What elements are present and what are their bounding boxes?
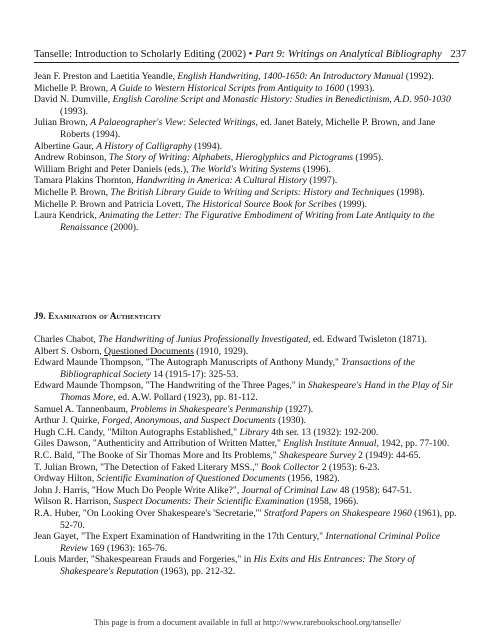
bibliography-entry [34, 117, 459, 140]
entry-author: Edward Maunde Thompson, "The Handwriting of the Three Pages," in [34, 380, 308, 392]
entry-details: (1993). [344, 82, 375, 94]
entry-details: (1999). [336, 198, 367, 210]
entry-author: Louis Marder, "Shakespearean Frauds and Forgeries," in [34, 554, 254, 566]
bibliography-entry [34, 415, 459, 427]
entry-author: John J. Harris, "How Much Do People Write Alike?", [34, 484, 242, 496]
header-bullet: • [248, 49, 253, 60]
entry-details: , ed. A.W. Pollard (1923), pp. 81-112. [113, 391, 258, 403]
bibliography-entry [34, 175, 459, 187]
entry-author: Jean F. Preston and Laetitia Yeandle, [34, 71, 178, 82]
entry-title: Suspect Documents: Their Scientific Examination [113, 496, 305, 508]
entry-details: (1992). [403, 71, 434, 82]
entry-author: Giles Dawson, "Authenticity and Attribution of Written Matter," [34, 438, 284, 450]
entry-title: Shakespeare Survey [279, 449, 356, 461]
entry-author: Hugh C.H. Candy, "Milton Autographs Established," [34, 426, 240, 438]
entry-author: David N. Dumville, [34, 94, 113, 106]
bibliography-entry [34, 531, 459, 554]
entry-details: (1996). [300, 163, 331, 175]
entry-details: 169 (1963): 165-76. [87, 542, 168, 554]
entry-details: , ed. Janet Bately, Michelle P. Brown, and Jane Roberts (1994). [60, 117, 436, 140]
entry-author: Michelle P. Brown, [34, 186, 111, 198]
entry-details: (1963), pp. 212-32. [158, 565, 236, 577]
header-part-title: Part 9: Writings on Analytical Bibliography [255, 49, 442, 60]
entry-title: Animating the Letter: The Figurative Embodiment of Writing from Late Antiquity to the Renaissance [60, 210, 435, 233]
entry-details: (1927). [282, 403, 314, 415]
entry-title: The British Library Guide to Writing and Scripts: History and Techniques [110, 186, 395, 198]
entry-details: (1930). [275, 415, 307, 427]
entry-author: Albert S. Osborn, [34, 345, 105, 357]
entry-title: Scientific Examination of Questioned Documents [96, 473, 286, 485]
entry-title: A Palaeographer's View: Selected Writings [90, 117, 256, 129]
bibliography-list-calligraphy [34, 71, 459, 233]
entry-details: (1956, 1982). [285, 473, 340, 485]
bibliography-entry [34, 71, 459, 83]
entry-author: R.A. Huber, "On Looking Over Shakespeare's 'Secretarie,'" [34, 507, 264, 519]
entry-title: English Handwriting, 1400-1650: An Introductory Manual [177, 71, 404, 82]
entry-author: Andrew Robinson, [34, 152, 109, 164]
entry-title: Stratford Papers on Shakespeare 1960 [263, 507, 412, 519]
bibliography-entry [34, 334, 459, 346]
header-rule [34, 62, 459, 63]
entry-details: 4th ser. 13 (1932): 192-200. [268, 426, 379, 438]
entry-details: 2 (1949): 44-65. [355, 449, 421, 461]
entry-title: English Caroline Script and Monastic History: Studies in Benedictinism, A.D. 950-1030 [112, 94, 451, 106]
bibliography-entry [34, 187, 459, 199]
bibliography-entry [34, 164, 459, 176]
entry-details: 2 (1953): 6-23. [319, 461, 380, 473]
entry-author: Samuel A. Tannenbaum, [34, 403, 131, 415]
entry-author: Albertine Gaur, [34, 140, 97, 152]
entry-title: His Exits and His Entrances: The Story of Shakespeare's Reputation [60, 554, 415, 577]
entry-details: 14 (1915-17): 325-53. [150, 368, 239, 380]
entry-details: (1994). [191, 140, 223, 152]
bibliography-entry [34, 404, 459, 416]
entry-title: Shakespeare's Hand in the Play of Sir Thomas More [60, 380, 453, 403]
entry-title: The Handwriting of Junius Professionally Investigated [98, 334, 309, 345]
bibliography-entry [34, 357, 459, 380]
entry-title: The World's Writing Systems [190, 163, 301, 175]
entry-details: (1961), pp. 52-70. [60, 507, 457, 531]
entry-details: (1958, 1966). [304, 496, 359, 508]
bibliography-entry [34, 485, 459, 497]
entry-details: (1998). [394, 186, 425, 198]
entry-author: T. Julian Brown, "The Detection of Faked Literary MSS.," [34, 461, 261, 473]
bibliography-entry [34, 380, 459, 403]
bibliography-entry [34, 450, 459, 462]
entry-details: (1997). [306, 175, 338, 187]
entry-author: Jean Gayet, "The Expert Examination of Handwriting in the 17th Century," [34, 531, 326, 543]
entry-title: Questioned Documents [104, 345, 194, 357]
entry-details: (1995). [352, 152, 384, 164]
entry-author: R.C. Bald, "The Booke of Sir Thomas More and Its Problems," [34, 449, 280, 461]
bibliography-entry [34, 210, 459, 233]
entry-author: Arthur J. Quirke, [34, 415, 102, 427]
bibliography-entry [34, 152, 459, 164]
bibliography-entry [34, 554, 459, 577]
entry-author: William Bright and Peter Daniels (eds.), [34, 163, 191, 175]
entry-title: International Criminal Police Review [60, 531, 441, 554]
bibliography-entry [34, 508, 459, 531]
bibliography-entry [34, 427, 459, 439]
footer-note: This page is from a document available in full at http://www.rarebookschool.org/tanselle/ [93, 617, 402, 627]
bibliography-entry [34, 94, 459, 117]
page-number: 237 [450, 49, 467, 60]
entry-details: , ed. Edward Twisleton (1871). [308, 334, 427, 345]
entry-author: Wilson R. Harrison, [34, 496, 114, 508]
entry-title: The Historical Source Book for Scribes [185, 198, 337, 210]
entry-details: , 1942, pp. 77-100. [376, 438, 450, 450]
entry-author: Michelle P. Brown and Patricia Lovett, [34, 198, 186, 210]
entry-author: Julian Brown, [34, 117, 91, 129]
bibliography-entry [34, 462, 459, 474]
bibliography-entry [34, 346, 459, 358]
entry-author: Ordway Hilton, [34, 473, 97, 485]
bibliography-entry [34, 199, 459, 211]
entry-title: English Institute Annual [283, 438, 377, 450]
entry-title: Book Collector [260, 461, 320, 473]
entry-title: A Guide to Western Historical Scripts from Antiquity to 1600 [110, 82, 345, 94]
entry-details: 48 (1958): 647-51. [337, 484, 412, 496]
entry-title: The Story of Writing: Alphabets, Hieroglyphics and Pictograms [108, 152, 353, 164]
bibliography-entry [34, 83, 459, 95]
entry-author: Laura Kendrick, [34, 210, 100, 222]
running-header [34, 49, 467, 61]
bibliography-entry [34, 438, 459, 450]
header-book-title: Tanselle: Introduction to Scholarly Editing (2002) [34, 49, 246, 60]
entry-details: (2000). [107, 221, 139, 233]
bibliography-entry [34, 141, 459, 153]
entry-title: Forged, Anonymous, and Suspect Documents [101, 415, 276, 427]
entry-title: A History of Calligraphy [96, 140, 192, 152]
bibliography-entry [34, 496, 459, 508]
entry-author: Tamara Plakins Thornton, [34, 175, 136, 187]
entry-details: (1993). [60, 105, 88, 117]
section-heading: J9. Examination of Authenticity [34, 311, 162, 321]
bibliography-list-authenticity [34, 334, 459, 577]
entry-title: Library [239, 426, 269, 438]
entry-author: Charles Chabot, [34, 334, 99, 345]
entry-details: (1910, 1929). [193, 345, 249, 357]
entry-title: Journal of Criminal Law [241, 484, 338, 496]
entry-title: Handwriting in America: A Cultural History [136, 175, 307, 187]
entry-author: Edward Maunde Thompson, "The Autograph Manuscripts of Anthony Mundy," [34, 357, 342, 369]
entry-title: Problems in Shakespeare's Penmanship [130, 403, 283, 415]
entry-title: Transactions of the Bibliographical Society [60, 357, 415, 380]
bibliography-entry [34, 473, 459, 485]
entry-author: Michelle P. Brown, [34, 82, 111, 94]
